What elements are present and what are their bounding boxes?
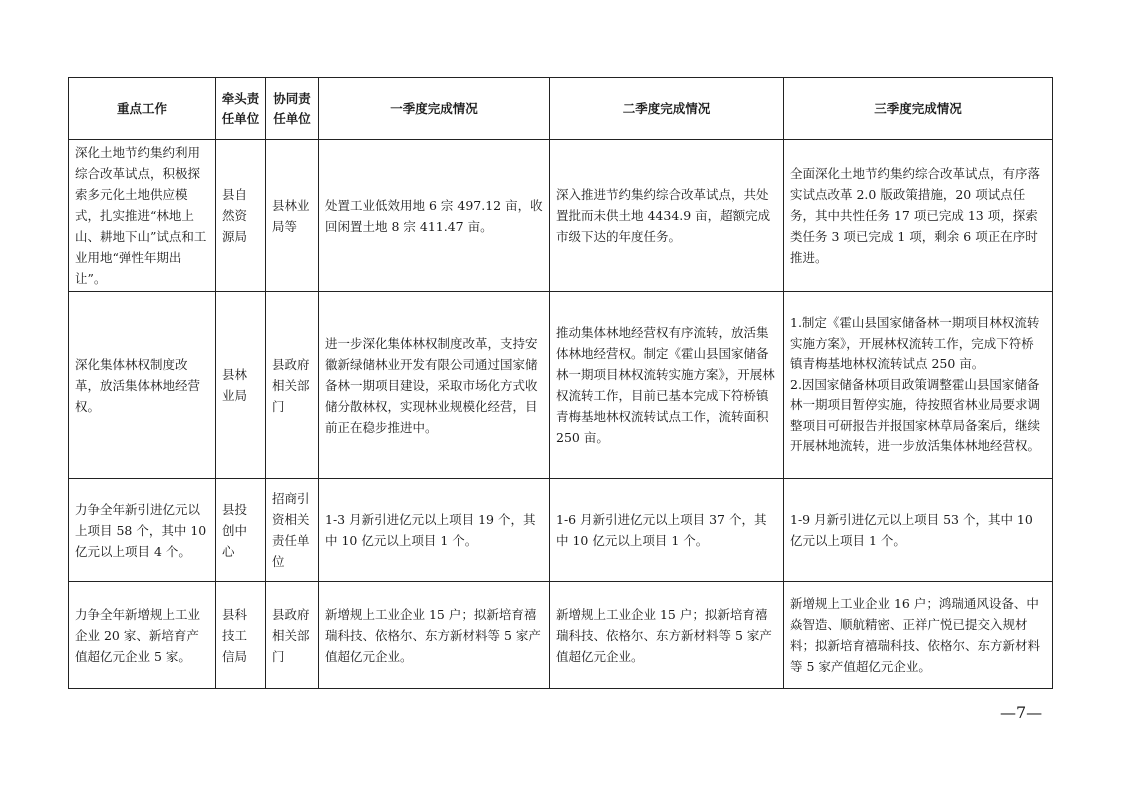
table-row xyxy=(69,582,1053,689)
progress-table xyxy=(68,77,1053,689)
cell-q1: 处置工业低效用地 6 宗 497.12 亩，收回闲置土地 8 宗 411.47 亩。 xyxy=(319,140,550,292)
table-row xyxy=(69,140,1053,292)
table-header-row xyxy=(69,78,1053,140)
cell-q1: 1-3 月新引进亿元以上项目 19 个，其中 10 亿元以上项目 1 个。 xyxy=(319,479,550,582)
cell-coop-unit: 县林业局等 xyxy=(266,140,319,292)
cell-key-work: 力争全年新引进亿元以上项目 58 个，其中 10 亿元以上项目 4 个。 xyxy=(69,479,216,582)
cell-coop-unit: 县政府相关部门 xyxy=(266,292,319,479)
cell-q2: 深入推进节约集约综合改革试点，共处置批而未供土地 4434.9 亩，超额完成市级下达的年度任务。 xyxy=(550,140,784,292)
cell-lead-unit: 县林业局 xyxy=(216,292,266,479)
cell-lead-unit: 县自然资源局 xyxy=(216,140,266,292)
cell-q3: 新增规上工业企业 16 户；鸿瑞通风设备、中焱智造、顺航精密、正祥广悦已提交入规材料；拟新培育禧瑞科技、依格尔、东方新材料等 5 家产值超亿元企业。 xyxy=(784,582,1053,689)
cell-q1: 进一步深化集体林权制度改革，支持安徽新绿储林业开发有限公司通过国家储备林一期项目建设，采取市场化方式收储分散林权，实现林业规模化经营，目前正在稳步推进中。 xyxy=(319,292,550,479)
header-q3: 三季度完成情况 xyxy=(784,78,1053,140)
cell-coop-unit: 县政府相关部门 xyxy=(266,582,319,689)
cell-key-work: 深化集体林权制度改革，放活集体林地经营权。 xyxy=(69,292,216,479)
cell-q2: 推动集体林地经营权有序流转，放活集体林地经营权。制定《霍山县国家储备林一期项目林权流转实施方案》，开展林权流转工作，目前已基本完成下符桥镇青梅基地林权流转试点工作，流转面积 250 亩。 xyxy=(550,292,784,479)
cell-q2: 新增规上工业企业 15 户；拟新培育禧瑞科技、依格尔、东方新材料等 5 家产值超亿元企业。 xyxy=(550,582,784,689)
cell-key-work: 深化土地节约集约利用综合改革试点，积极探索多元化土地供应模式，扎实推进“林地上山、耕地下山”试点和工业用地“弹性年期出让”。 xyxy=(69,140,216,292)
cell-lead-unit: 县投创中心 xyxy=(216,479,266,582)
table-row xyxy=(69,479,1053,582)
header-key-work: 重点工作 xyxy=(69,78,216,140)
page-number: —7— xyxy=(1000,703,1043,722)
table-row xyxy=(69,292,1053,479)
cell-coop-unit: 招商引资相关责任单位 xyxy=(266,479,319,582)
cell-q2: 1-6 月新引进亿元以上项目 37 个，其中 10 亿元以上项目 1 个。 xyxy=(550,479,784,582)
header-lead-unit: 牵头责任单位 xyxy=(216,78,266,140)
cell-q1: 新增规上工业企业 15 户；拟新培育禧瑞科技、依格尔、东方新材料等 5 家产值超亿元企业。 xyxy=(319,582,550,689)
cell-key-work: 力争全年新增规上工业企业 20 家、新培育产值超亿元企业 5 家。 xyxy=(69,582,216,689)
cell-lead-unit: 县科技工信局 xyxy=(216,582,266,689)
cell-q3: 1.制定《霍山县国家储备林一期项目林权流转实施方案》，开展林权流转工作，完成下符桥镇青梅基地林权流转试点 250 亩。 2.因国家储备林项目政策调整霍山县国家储备林一期项目暂停实施，待按照省林业局要求调整项目可研报告并报国家林草局备案后，继续开展林地流转，进一步放活集体林地经营权。 xyxy=(784,292,1053,479)
header-q1: 一季度完成情况 xyxy=(319,78,550,140)
header-q2: 二季度完成情况 xyxy=(550,78,784,140)
cell-q3: 全面深化土地节约集约综合改革试点，有序落实试点改革 2.0 版政策措施，20 项试点任务，其中共性任务 17 项已完成 13 项，探索类任务 3 项已完成 1 项，剩余 6 项正在序时推进。 xyxy=(784,140,1053,292)
cell-q3: 1-9 月新引进亿元以上项目 53 个，其中 10 亿元以上项目 1 个。 xyxy=(784,479,1053,582)
header-coop-unit: 协同责任单位 xyxy=(266,78,319,140)
